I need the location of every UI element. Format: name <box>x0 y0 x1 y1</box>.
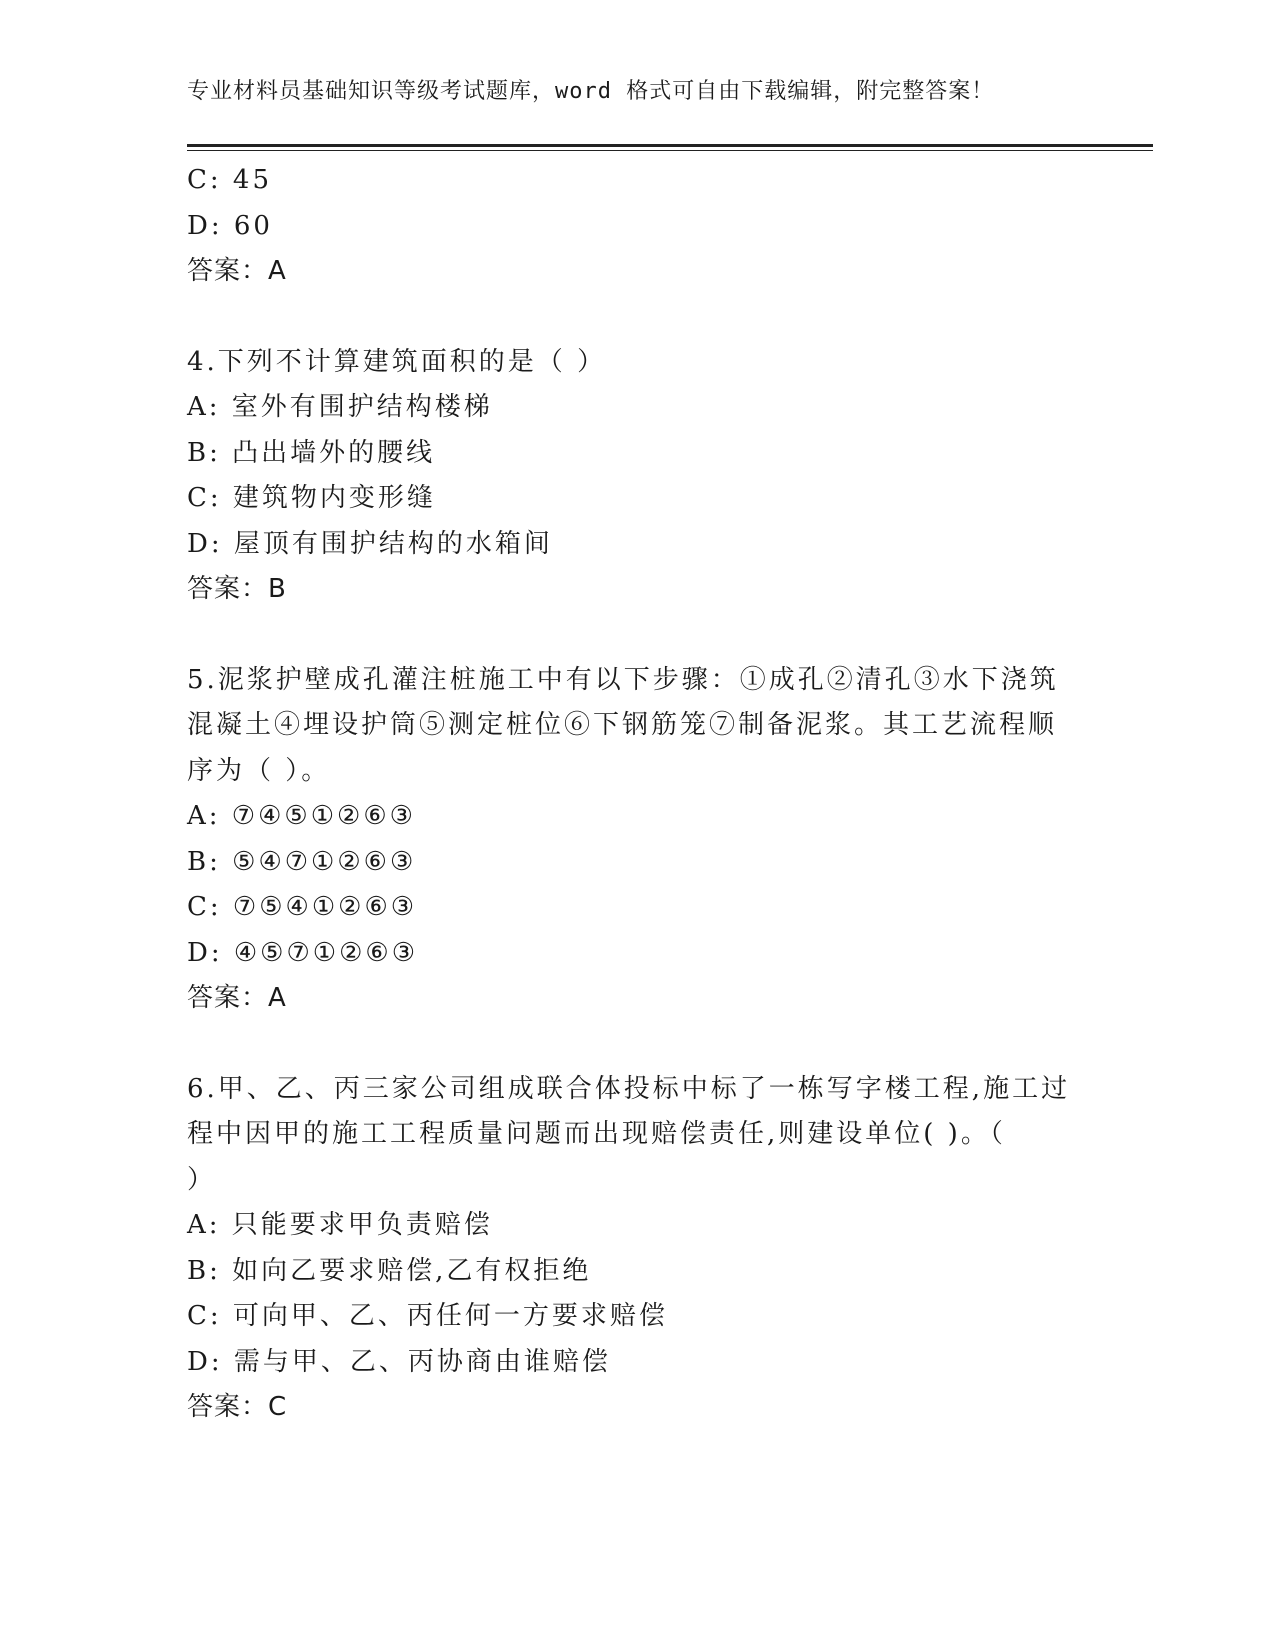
question-line: C: 建筑物内变形缝 <box>187 483 436 513</box>
question-line: A: 只能要求甲负责赔偿 <box>187 1210 493 1240</box>
question-line: 4.下列不计算建筑面积的是（ ） <box>187 346 607 377</box>
question-line: D: 需与甲、乙、丙协商由谁赔偿 <box>187 1346 611 1377</box>
question-line: ） <box>187 1164 217 1195</box>
question-line: B: ⑤④⑦①②⑥③ <box>187 846 417 877</box>
question-line: D: 60 <box>187 210 273 241</box>
question-line: 混凝土④埋设护筒⑤测定桩位⑥下钢筋笼⑦制备泥浆。其工艺流程顺 <box>187 710 1058 740</box>
question-line: C: 45 <box>187 165 273 195</box>
header-rule-thin <box>187 150 1153 151</box>
question-line: B: 如向乙要求赔偿,乙有权拒绝 <box>187 1255 592 1286</box>
question-line: 6.甲、乙、丙三家公司组成联合体投标中标了一栋写字楼工程,施工过 <box>187 1073 1071 1104</box>
answer-line: 答案：B <box>187 574 287 604</box>
block-spacer <box>187 1022 1087 1067</box>
question-line: C: ⑦⑤④①②⑥③ <box>187 892 418 922</box>
answer-line: 答案：A <box>187 256 287 286</box>
question-line: C: 可向甲、乙、丙任何一方要求赔偿 <box>187 1301 668 1331</box>
answer-line: 答案：A <box>187 983 287 1013</box>
question-line: D: ④⑤⑦①②⑥③ <box>187 937 419 968</box>
block-spacer <box>187 295 1087 340</box>
question-line: A: ⑦④⑤①②⑥③ <box>187 801 416 831</box>
question-line: D: 屋顶有围护结构的水箱间 <box>187 528 553 559</box>
question-line: 程中因甲的施工工程质量问题而出现赔偿责任,则建设单位( )。（ <box>187 1119 1006 1149</box>
question-block <box>187 1067 1087 1431</box>
question-line: B: 凸出墙外的腰线 <box>187 437 436 468</box>
question-line: 序为（ ）。 <box>187 755 331 786</box>
answer-line: 答案：C <box>187 1392 288 1422</box>
page-header: 专业材料员基础知识等级考试题库，word 格式可自由下载编辑，附完整答案！ <box>187 79 995 104</box>
question-block <box>187 158 1087 340</box>
question-line: A: 室外有围护结构楼梯 <box>187 392 493 422</box>
question-list <box>187 158 1087 1431</box>
question-block <box>187 658 1087 1067</box>
question-block <box>187 340 1087 658</box>
question-line: 5.泥浆护壁成孔灌注桩施工中有以下步骤：①成孔②清孔③水下浇筑 <box>187 664 1059 695</box>
block-spacer <box>187 613 1087 658</box>
header-rule-thick <box>187 144 1153 147</box>
